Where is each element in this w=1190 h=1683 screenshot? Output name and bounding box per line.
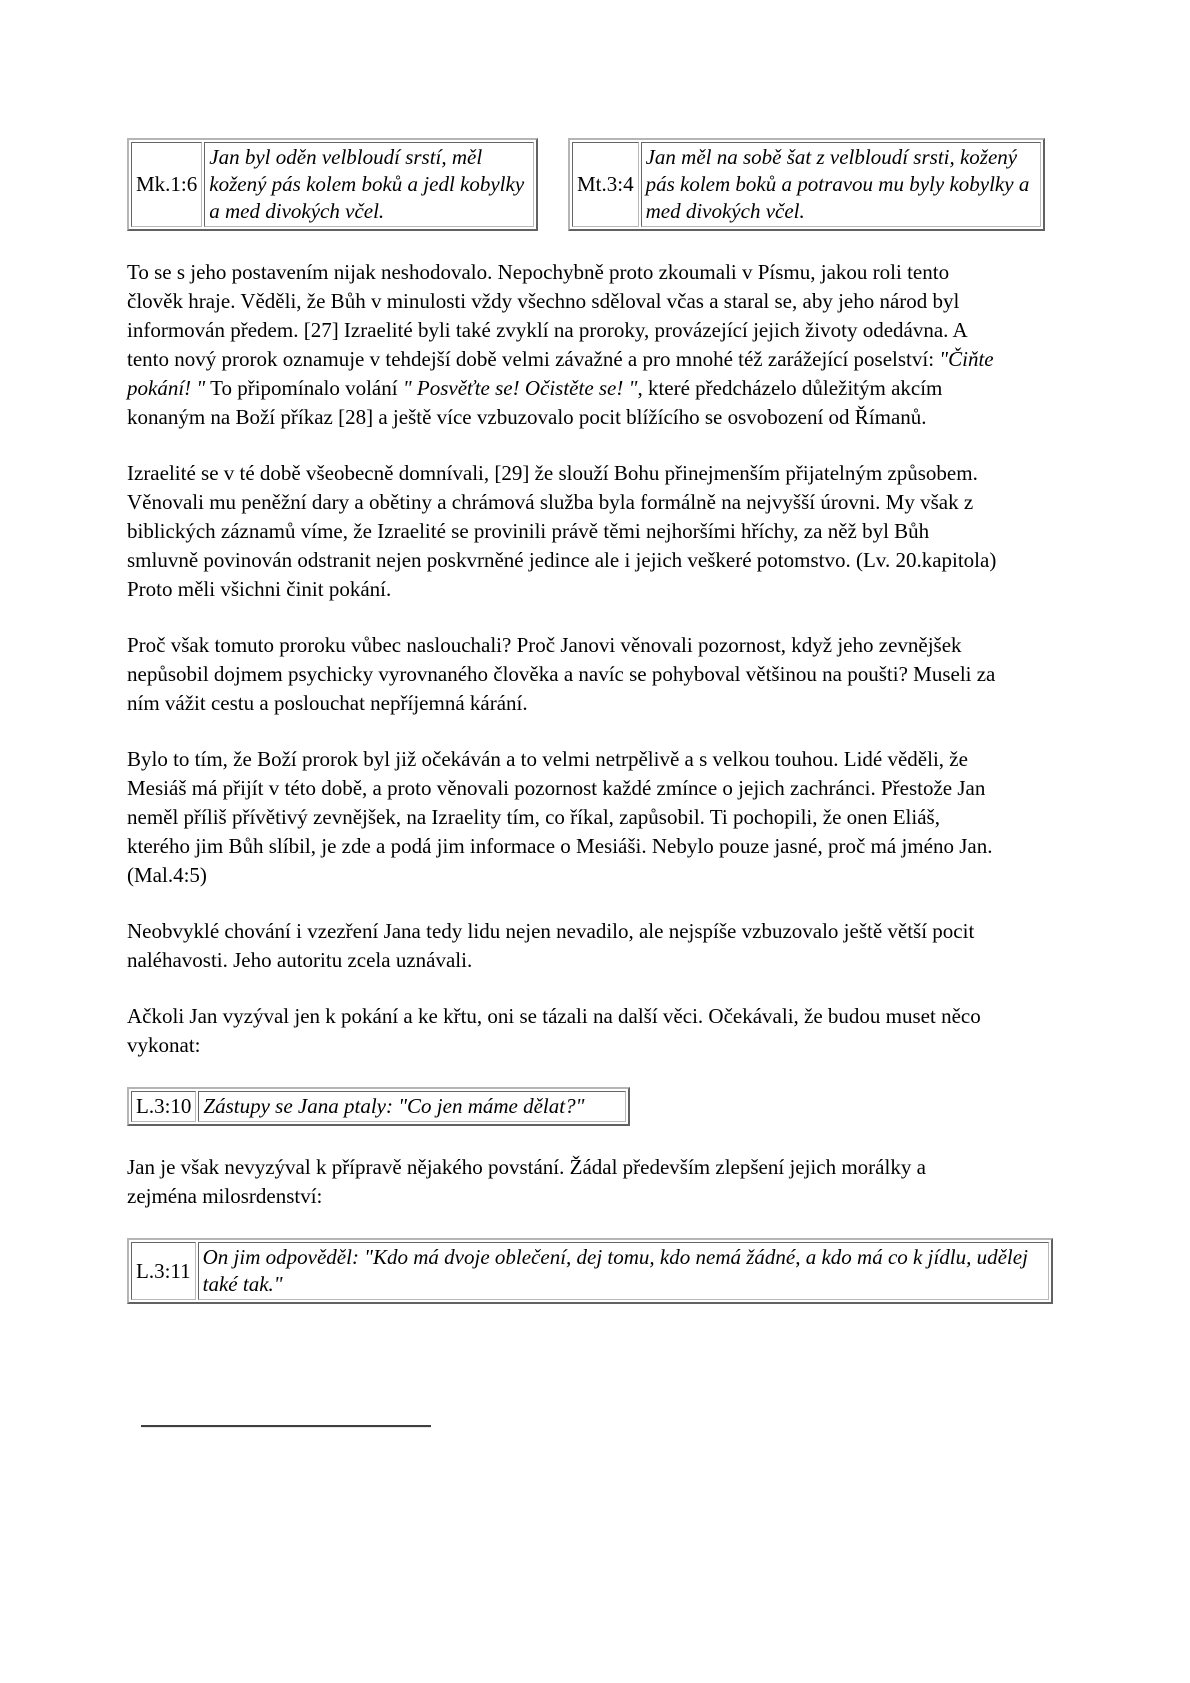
body-paragraph-4: Bylo to tím, že Boží prorok byl již očekáván a to velmi netrpělivě a s velkou touhou. Lidé věděli, že Mesiáš má přijít v této době, a proto věnovali pozornost každé zmínce o jejich zachránci. Přestože Jan neměl příliš přívětivý zevnějšek, na Izraelity tím, co říkal, zapůsobil. Ti pochopili, že onen Eliáš, kterého jim Bůh slíbil, je zde a podá jim informace o Mesiáši. Nebylo pouze jasné, proč má jméno Jan. (Mal.4:5) — [127, 747, 993, 887]
body-paragraph-6: Ačkoli Jan vyzýval jen k pokání a ke křtu, oni se tázali na další věci. Očekávali, že budou muset něco vykonat: — [127, 1004, 981, 1057]
body-paragraph-1: To se s jeho postavením nijak neshodovalo. Nepochybně proto zkoumali v Písmu, jakou roli tento člověk hraje. Věděli, že Bůh v minulosti vždy všechno sděloval včas a staral se, aby jeho národ byl informován předem. [27] Izraelité byli také zvyklí na proroky, provázející jejich životy odedávna. A tento nový prorok oznamuje v tehdejší době velmi závažné a pro mnohé též zarážející poselství: "Čiňte pokání! " To připomínalo volání " Posvěťte se! Očistěte se! ", které předcházelo důležitým akcím konaným na Boží příkaz [28] a ještě více vzbuzovalo pocit blížícího se osvobození od Římanů. — [127, 260, 994, 429]
table-row — [131, 142, 534, 227]
verse-text-l-3-10: Zástupy se Jana ptaly: "Co jen máme dělat?" — [198, 1091, 626, 1122]
verse-text-l-3-11: On jim odpověděl: "Kdo má dvoje oblečení, dej tomu, kdo nemá žádné, a kdo má co k jídlu, udělej také tak." — [198, 1242, 1049, 1300]
body-paragraph-5: Neobvyklé chování i vzezření Jana tedy lidu nejen nevadilo, ale nejspíše vzbuzovalo ještě větší pocit naléhavosti. Jeho autoritu zcela uznávali. — [127, 919, 975, 972]
verse-table-l-3-10 — [127, 1087, 630, 1126]
verse-table-mk-1-6 — [127, 138, 538, 231]
verse-text-mk-1-6: Jan byl oděn velbloudí srstí, měl kožený pás kolem boků a jedl kobylky a med divokých včel. — [204, 142, 534, 227]
table-row — [131, 1242, 1049, 1300]
verse-ref-l-3-10: L.3:10 — [131, 1091, 196, 1122]
footnote-separator — [141, 1425, 431, 1428]
table-row — [572, 142, 1041, 227]
verse-table-mt-3-4 — [568, 138, 1045, 231]
body-paragraph-7: Jan je však nevyzýval k přípravě nějakého povstání. Žádal především zlepšení jejich morálky a zejména milosrdenství: — [127, 1155, 926, 1208]
verse-ref-mt-3-4: Mt.3:4 — [572, 142, 639, 227]
table-row — [131, 1091, 626, 1122]
verse-ref-l-3-11: L.3:11 — [131, 1242, 196, 1300]
body-paragraph-3: Proč však tomuto proroku vůbec naslouchali? Proč Janovi věnovali pozornost, když jeho zevnějšek nepůsobil dojmem psychicky vyrovnaného člověka a navíc se pohyboval většinou na poušti? Museli za ním vážit cestu a poslouchat nepříjemná kárání. — [127, 633, 996, 715]
verse-table-row — [127, 138, 1190, 231]
body-paragraph-2: Izraelité se v té době všeobecně domnívali, [29] že slouží Bohu přinejmenším přijatelným způsobem. Věnovali mu peněžní dary a obětiny a chrámová služba byla formálně na nejvyšší úrovni. My však z biblických záznamů víme, že Izraelité se provinili právě těmi nejhoršími hříchy, za něž byl Bůh smluvně povinován odstranit nejen poskvrněné jedince ale i jejich veškeré potomstvo. (Lv. 20.kapitola) Proto měli všichni činit pokání. — [127, 461, 997, 601]
verse-table-l-3-11 — [127, 1238, 1053, 1304]
verse-text-mt-3-4: Jan měl na sobě šat z velbloudí srsti, kožený pás kolem boků a potravou mu byly kobylky a med divokých včel. — [641, 142, 1041, 227]
verse-ref-mk-1-6: Mk.1:6 — [131, 142, 202, 227]
